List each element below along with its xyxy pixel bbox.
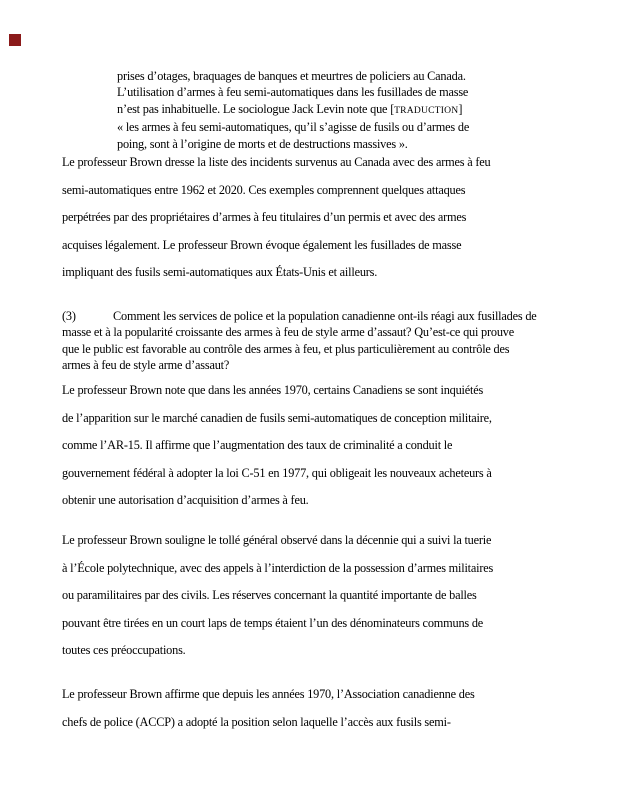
paragraph-1970s-concerns (62, 377, 492, 515)
text-line: impliquant des fusils semi-automatiques aux États-Unis et ailleurs. (62, 265, 378, 279)
text-line: chefs de police (ACCP) a adopté la position selon laquelle l’accès aux fusils semi- (62, 714, 451, 729)
quote-text-segment: ] (458, 101, 463, 116)
paragraph-incidents-list (62, 149, 491, 287)
text-line: obtenir une autorisation d’acquisition d’armes à feu. (62, 493, 309, 507)
question-text-segment: Comment les services de police et la population canadienne ont-ils réagi aux fusillades de (113, 309, 537, 323)
paragraph-polytechnique-outcry (62, 527, 493, 665)
text-line: L’utilisation d’armes à feu semi-automatiques dans les fusillades de masse (117, 85, 469, 100)
text-line: Le professeur Brown dresse la liste des incidents survenus au Canada avec des armes à feu (62, 155, 491, 169)
text-line: perpétrées par des propriétaires d’armes à feu titulaires d’un permis et avec des armes (62, 210, 467, 224)
question-3-block (62, 308, 582, 374)
text-line: armes à feu de style arme d’assaut? (62, 358, 230, 373)
text-line: poing, sont à l’origine de morts et de destructions massives ». (117, 136, 408, 151)
text-line: gouvernement fédéral à adopter la loi C-51 en 1977, qui obligeait les nouveaux acheteurs à (62, 465, 492, 480)
text-line (117, 101, 509, 119)
text-line: que le public est favorable au contrôle des armes à feu, et plus particulièrement au contrôle des (62, 341, 510, 356)
text-line: toutes ces préoccupations. (62, 643, 186, 657)
text-line: ou paramilitaires par des civils. Les réserves concernant la quantité importante de balles (62, 588, 477, 602)
text-line: à l’École polytechnique, avec des appels à l’interdiction de la possession d’armes militaires (62, 560, 494, 575)
text-line: prises d’otages, braquages de banques et meurtres de policiers au Canada. (117, 69, 466, 83)
text-line: acquises légalement. Le professeur Brown évoque également les fusillades de masse (62, 237, 462, 252)
question-number: (3) (62, 309, 76, 323)
text-line: Le professeur Brown souligne le tollé général observé dans la décennie qui a suivi la tuerie (62, 533, 492, 547)
text-line: semi-automatiques entre 1962 et 2020. Ces exemples comprennent quelques attaques (62, 182, 466, 197)
red-annotation-mark (9, 34, 21, 46)
text-line: pouvant être tirées en un court laps de temps étaient l’un des dénominateurs communs de (62, 615, 484, 630)
traduction-smallcaps-label: TRADUCTION (394, 104, 459, 116)
text-line: comme l’AR-15. Il affirme que l’augmentation des taux de criminalité a conduit le (62, 438, 453, 452)
text-line: masse et à la popularité croissante des armes à feu de style arme d’assaut? Qu’est-ce qui prouve (62, 325, 514, 340)
text-line: Le professeur Brown affirme que depuis les années 1970, l’Association canadienne des (62, 687, 475, 701)
text-line (62, 308, 582, 324)
quote-text-segment: n’est pas inhabituelle. Le sociologue Jack Levin note que [ (117, 101, 395, 116)
text-line: Le professeur Brown note que dans les années 1970, certains Canadiens se sont inquiétés (62, 383, 484, 397)
text-line: « les armes à feu semi-automatiques, qu’il s’agisse de fusils ou d’armes de (117, 120, 470, 135)
quotation-block (117, 68, 509, 152)
paragraph-accp-position (62, 681, 475, 736)
text-line: de l’apparition sur le marché canadien de fusils semi-automatiques de conception militaire, (62, 410, 492, 425)
